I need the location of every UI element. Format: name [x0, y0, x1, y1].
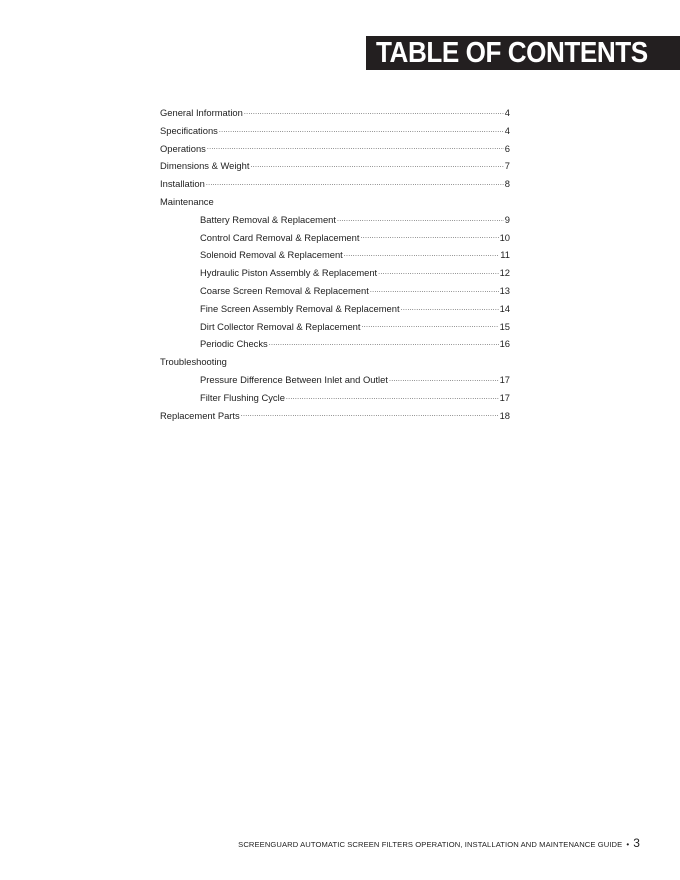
toc-subentry[interactable]: [160, 318, 510, 336]
toc-subentry[interactable]: [160, 389, 510, 407]
toc-entry-page: 9: [504, 213, 510, 225]
toc-entry-page: 7: [504, 160, 510, 172]
toc-entry-label: Hydraulic Piston Assembly & Replacement: [200, 267, 378, 279]
toc-entry-page: 14: [499, 302, 510, 314]
toc-entry-label: Dimensions & Weight: [160, 160, 250, 172]
toc-dot-leader: [378, 268, 498, 278]
toc-dot-leader: [389, 375, 499, 385]
toc-entry-label: General Information: [160, 107, 243, 118]
toc-dot-leader: [401, 304, 499, 314]
page-title-bar: [366, 36, 680, 70]
toc-entry-label: Installation: [160, 178, 205, 190]
toc-entry-label: Control Card Removal & Replacement: [200, 231, 360, 243]
toc-entry-label: Maintenance: [160, 195, 214, 207]
toc-entry-label: Replacement Parts: [160, 409, 240, 421]
toc-entry[interactable]: [160, 157, 510, 175]
toc-entry-page: 15: [499, 320, 510, 332]
toc-subentry[interactable]: [160, 371, 510, 389]
toc-entry-page: 11: [500, 249, 510, 261]
toc-dot-leader: [344, 250, 499, 260]
toc-entry-label: Operations: [160, 142, 206, 154]
page-title: TABLE OF CONTENTS: [376, 36, 648, 69]
toc-entry-page: 4: [504, 124, 510, 136]
toc-entry-label: Specifications: [160, 124, 218, 136]
toc-entry[interactable]: [160, 193, 510, 211]
toc-entry-page: 12: [499, 267, 510, 279]
toc-dot-leader: [207, 143, 504, 153]
toc-entry-label: Troubleshooting: [160, 356, 227, 368]
toc-entry-page: 18: [499, 409, 510, 421]
toc-entry-label: Coarse Screen Removal & Replacement: [200, 284, 369, 296]
toc-dot-leader: [206, 179, 504, 189]
toc-dot-leader: [337, 215, 504, 225]
toc-entry-label: Dirt Collector Removal & Replacement: [200, 320, 361, 332]
toc-entry-label: Periodic Checks: [200, 338, 268, 350]
toc-entry[interactable]: [160, 122, 510, 140]
toc-dot-leader: [370, 286, 499, 296]
footer-bullet: •: [626, 840, 630, 849]
toc-subentry[interactable]: [160, 246, 510, 264]
toc-subentry[interactable]: [160, 282, 510, 300]
table-of-contents: [160, 104, 510, 424]
toc-entry-page: 13: [499, 284, 510, 296]
page-number: 3: [633, 836, 640, 850]
toc-entry[interactable]: [160, 104, 510, 122]
page-footer: [238, 836, 640, 850]
toc-subentry[interactable]: [160, 300, 510, 318]
toc-dot-leader: [269, 339, 499, 349]
toc-entry-label: Solenoid Removal & Replacement: [200, 249, 343, 261]
toc-entry-page: 6: [504, 142, 510, 154]
toc-entry[interactable]: [160, 407, 510, 425]
toc-subentry[interactable]: [160, 229, 510, 247]
toc-entry-page: 4: [504, 107, 510, 118]
toc-entry-page: 8: [504, 178, 510, 190]
toc-entry-label: Pressure Difference Between Inlet and Outlet: [200, 373, 388, 385]
toc-dot-leader: [219, 126, 504, 136]
toc-dot-leader: [250, 161, 503, 171]
toc-subentry[interactable]: [160, 335, 510, 353]
toc-entry-page: 17: [499, 373, 510, 385]
toc-entry-label: Fine Screen Assembly Removal & Replacement: [200, 302, 400, 314]
footer-text: SCREENGUARD AUTOMATIC SCREEN FILTERS OPERATION, INSTALLATION AND MAINTENANCE GUIDE: [238, 840, 623, 849]
toc-entry[interactable]: [160, 353, 510, 371]
toc-dot-leader: [361, 321, 498, 331]
toc-subentry[interactable]: [160, 264, 510, 282]
toc-dot-leader: [241, 410, 499, 420]
toc-entry-page: 10: [499, 231, 510, 243]
toc-entry-label: Filter Flushing Cycle: [200, 391, 285, 403]
toc-dot-leader: [286, 393, 499, 403]
toc-dot-leader: [244, 108, 504, 118]
toc-entry[interactable]: [160, 175, 510, 193]
toc-entry-label: Battery Removal & Replacement: [200, 213, 336, 225]
toc-entry-page: 17: [499, 391, 510, 403]
toc-dot-leader: [360, 232, 498, 242]
toc-subentry[interactable]: [160, 211, 510, 229]
toc-entry[interactable]: [160, 140, 510, 158]
toc-entry-page: 16: [499, 338, 510, 350]
